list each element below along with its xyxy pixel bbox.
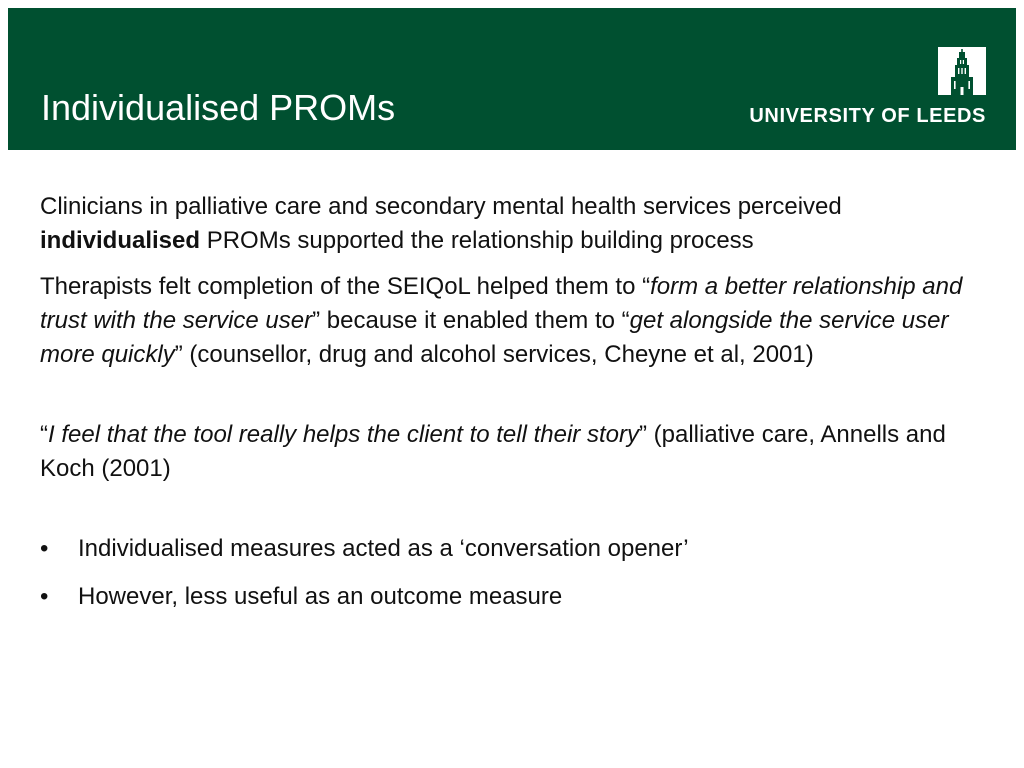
bullet-marker: • [40, 583, 49, 610]
slide-header [8, 8, 1016, 150]
emphasis-individualised: individualised [40, 227, 201, 254]
slide-title: Individualised PROMs [41, 87, 396, 128]
paragraph-quote-story: “I feel that the tool really helps the client to tell their story” (palliative care, Annells and Koch (2001) [40, 421, 946, 482]
bullet-item: • Individualised measures acted as a ‘conversation opener’ [40, 532, 990, 566]
bullet-marker: • [40, 535, 49, 562]
logo-wordmark: UNIVERSITY OF LEEDS [749, 105, 986, 127]
quote-get-alongside: get alongside the service user more quickly [40, 307, 949, 368]
paragraph-therapists: Therapists felt completion of the SEIQoL helped them to “form a better relationship and trust with the service user” because it enabled them to “get alongside the service user more quickly” (counsellor, drug and alcohol services, Cheyne et al, 2001) [40, 273, 963, 368]
paragraph-clinicians: Clinicians in palliative care and secondary mental health services perceived individualised PROMs supported the relationship building process [40, 193, 842, 254]
slide-body [40, 190, 990, 628]
parkinson-tower-icon [938, 47, 986, 95]
quote-better-relationship: form a better relationship and trust with the service user [40, 273, 963, 334]
bullet-list [40, 532, 990, 614]
quote-tell-their-story: I feel that the tool really helps the client to tell their story [48, 421, 639, 448]
bullet-item: • However, less useful as an outcome measure [40, 580, 990, 614]
university-logo [726, 47, 986, 137]
